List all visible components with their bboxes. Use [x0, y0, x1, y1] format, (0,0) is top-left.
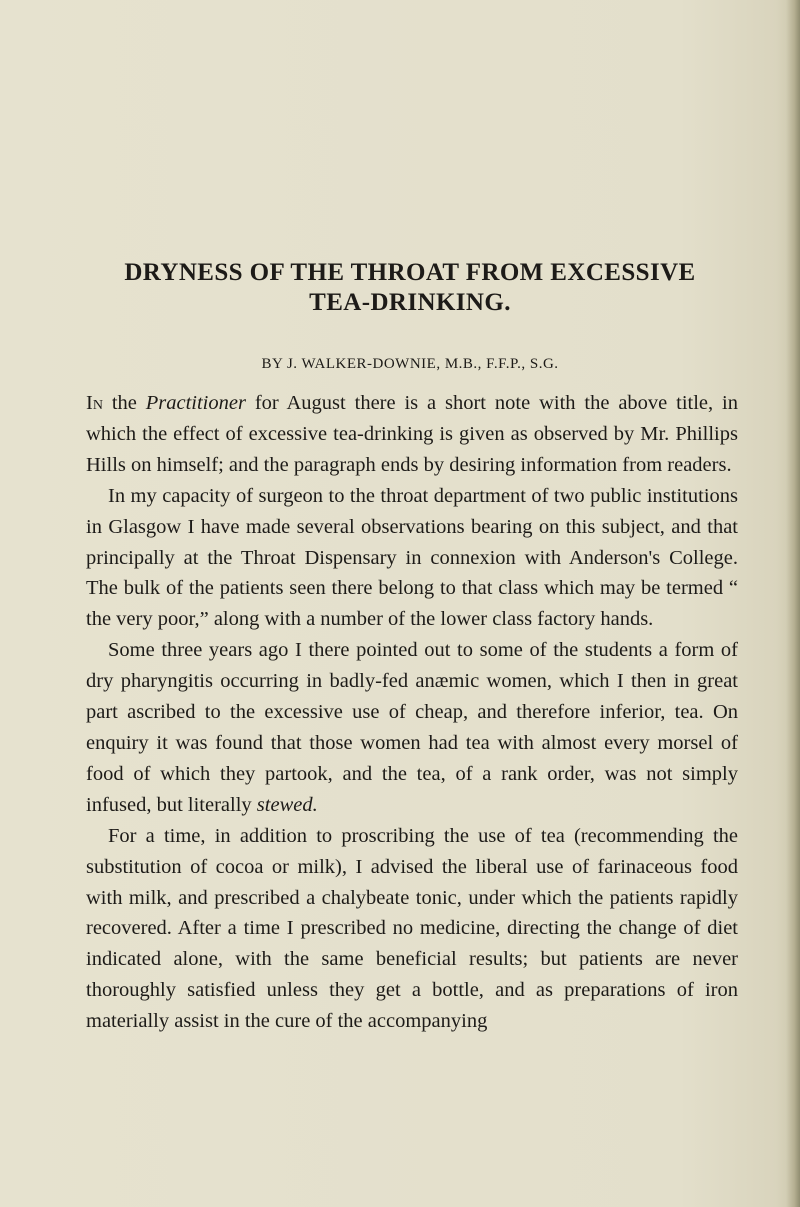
paragraph-1-lead: In — [86, 392, 103, 414]
paragraph-4: For a time, in addition to proscribing the use of tea (recommending the substitution of cocoa or milk), I advised the liberal use of farinaceous food with milk, and prescribed a chalybeate tonic, under which the patients rapidly recovered. After a time I prescribed no medicine, directing the change of diet indicated alone, with the same beneficial results; but patients are never thoroughly satisfied unless they get a bottle, and as preparations of iron materially assist in the cure of the accompanying — [86, 824, 738, 1033]
paragraph-2: In my capacity of surgeon to the throat department of two public institutions in Glasgow I have made several observations bearing on this subject, and that principally at the Throat Dispensary in connexion with Anderson's College. The bulk of the patients seen there belong to that class which may be termed “ the very poor,” along with a number of the lower class factory hands. — [86, 484, 738, 631]
paragraph-1-post: for August there is a short note with the above title, in which the effect of excessive tea-drinking is given as observed by Mr. Phillips Hills on himself; and the paragraph ends by desiring information from readers. — [86, 392, 738, 476]
article-body — [86, 388, 738, 1037]
paragraph-3-emphasis: stewed. — [256, 793, 318, 816]
paragraph-1 — [86, 388, 738, 481]
paragraph-3 — [86, 635, 738, 820]
title-line-1: DRYNESS OF THE THROAT FROM EXCESSIVE — [124, 259, 696, 286]
article-title — [60, 258, 760, 318]
author-byline: BY J. WALKER-DOWNIE, M.B., F.F.P., S.G. — [261, 356, 559, 372]
paragraph-1-pre: the — [102, 392, 146, 414]
paragraph-3-pre: Some three years ago I there pointed out to some of the students a form of dry pharyngitis occurring in badly-fed anæmic women, which I then in great part ascribed to the excessive use of cheap, and therefore inferior, tea. On enquiry it was found that those women had tea with almost every morsel of food of which they partook, and the tea, of a rank order, was not simply infused, but literally — [86, 639, 738, 816]
journal-name: Practitioner — [145, 392, 246, 414]
title-line-2: TEA-DRINKING. — [309, 289, 511, 316]
page-edge-shadow — [786, 0, 800, 1207]
